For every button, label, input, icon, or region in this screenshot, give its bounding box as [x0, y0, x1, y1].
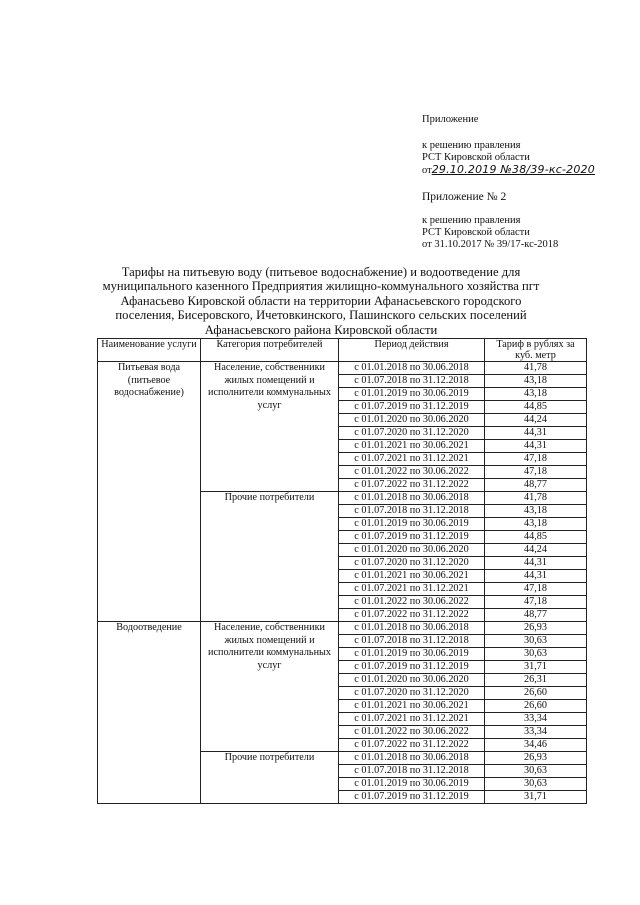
handwritten-decision-number: 29.10.2019 №38/39-кс-2020	[431, 163, 595, 176]
tariff-value-cell: 43,18	[485, 518, 587, 531]
decision-line2: РСТ Кировской области	[422, 152, 530, 163]
period-cell: с 01.07.2020 по 31.12.2020	[339, 687, 485, 700]
period-cell: с 01.07.2020 по 31.12.2020	[339, 427, 485, 440]
reference-line3: от 31.10.2017 № 39/17-кс-2018	[422, 239, 559, 250]
period-cell: с 01.01.2019 по 30.06.2019	[339, 518, 485, 531]
appendix2-header	[422, 191, 506, 203]
tariff-value-cell: 44,31	[485, 440, 587, 453]
tariff-value-cell: 44,85	[485, 531, 587, 544]
tariff-value-cell: 26,31	[485, 674, 587, 687]
title-line: муниципального казенного Предприятия жилищно-коммунального хозяйства пгт	[102, 279, 540, 294]
period-cell: с 01.01.2022 по 30.06.2022	[339, 726, 485, 739]
period-cell: с 01.07.2020 по 31.12.2020	[339, 557, 485, 570]
tariff-value-cell: 44,24	[485, 544, 587, 557]
tariff-value-cell: 44,31	[485, 557, 587, 570]
period-cell: с 01.07.2018 по 31.12.2018	[339, 765, 485, 778]
period-cell: с 01.07.2021 по 31.12.2021	[339, 453, 485, 466]
period-cell: с 01.07.2018 по 31.12.2018	[339, 505, 485, 518]
consumer-category-cell: Прочие потребители	[201, 492, 339, 622]
tariff-value-cell: 30,63	[485, 635, 587, 648]
consumer-category-cell: Прочие потребители	[201, 752, 339, 804]
period-cell: с 01.01.2018 по 30.06.2018	[339, 492, 485, 505]
tariff-value-cell: 26,60	[485, 687, 587, 700]
tariff-value-cell: 26,93	[485, 622, 587, 635]
consumer-category-cell: Население, собственники жилых помещений и исполнители коммунальных услуг	[201, 362, 339, 492]
tariff-value-cell: 44,31	[485, 427, 587, 440]
table-row	[98, 362, 587, 375]
table-header-row	[98, 339, 587, 362]
period-cell: с 01.01.2022 по 30.06.2022	[339, 596, 485, 609]
decision-block	[422, 140, 595, 177]
tariff-value-cell: 48,77	[485, 479, 587, 492]
period-cell: с 01.07.2019 по 31.12.2019	[339, 661, 485, 674]
title-line: Тарифы на питьевую воду (питьевое водоснабжение) и водоотведение для	[121, 265, 521, 279]
period-cell: с 01.07.2021 по 31.12.2021	[339, 583, 485, 596]
reference-block	[422, 215, 558, 251]
period-cell: с 01.01.2020 по 30.06.2020	[339, 544, 485, 557]
reference-line2: РСТ Кировской области	[422, 227, 530, 238]
decision-date-line	[422, 164, 595, 177]
period-cell: с 01.07.2022 по 31.12.2022	[339, 739, 485, 752]
consumer-category-cell: Население, собственники жилых помещений и исполнители коммунальных услуг	[201, 622, 339, 752]
appendix-header	[422, 114, 478, 126]
column-header-category: Категория потребителей	[201, 339, 339, 362]
period-cell: с 01.07.2019 по 31.12.2019	[339, 531, 485, 544]
tariff-value-cell: 30,63	[485, 648, 587, 661]
period-cell: с 01.01.2021 по 30.06.2021	[339, 570, 485, 583]
tariff-value-cell: 44,24	[485, 414, 587, 427]
appendix-label: Приложение	[422, 114, 479, 125]
tariff-value-cell: 44,31	[485, 570, 587, 583]
service-name-cell: Водоотведение	[98, 622, 201, 804]
period-cell: с 01.01.2018 по 30.06.2018	[339, 752, 485, 765]
period-cell: с 01.01.2019 по 30.06.2019	[339, 778, 485, 791]
tariff-value-cell: 26,93	[485, 752, 587, 765]
tariff-value-cell: 43,18	[485, 505, 587, 518]
period-cell: с 01.07.2019 по 31.12.2019	[339, 791, 485, 804]
decision-line1: к решению правления	[422, 140, 521, 151]
period-cell: с 01.07.2022 по 31.12.2022	[339, 609, 485, 622]
service-name-cell: Питьевая вода (питьевое водоснабжение)	[98, 362, 201, 622]
title-line: поселения, Бисеровского, Ичетовкинского, Пашинского сельских поселений	[115, 308, 527, 323]
tariff-value-cell: 30,63	[485, 765, 587, 778]
tariff-value-cell: 41,78	[485, 492, 587, 505]
period-cell: с 01.01.2018 по 30.06.2018	[339, 622, 485, 635]
period-cell: с 01.01.2020 по 30.06.2020	[339, 414, 485, 427]
tariff-value-cell: 31,71	[485, 661, 587, 674]
tariff-value-cell: 47,18	[485, 453, 587, 466]
period-cell: с 01.01.2020 по 30.06.2020	[339, 674, 485, 687]
decision-prefix: от	[422, 165, 432, 176]
title-line: Афанасьевского района Кировской области	[204, 322, 438, 337]
column-header-period: Период действия	[339, 339, 485, 362]
tariff-value-cell: 43,18	[485, 375, 587, 388]
period-cell: с 01.07.2018 по 31.12.2018	[339, 375, 485, 388]
tariff-value-cell: 47,18	[485, 466, 587, 479]
period-cell: с 01.07.2019 по 31.12.2019	[339, 401, 485, 414]
column-header-tariff: Тариф в рублях за куб. метр	[485, 339, 587, 362]
tariff-value-cell: 34,46	[485, 739, 587, 752]
reference-line1: к решению правления	[422, 215, 521, 226]
period-cell: с 01.07.2021 по 31.12.2021	[339, 713, 485, 726]
tariff-value-cell: 44,85	[485, 401, 587, 414]
table-row	[98, 622, 587, 635]
tariff-value-cell: 41,78	[485, 362, 587, 375]
tariff-value-cell: 30,63	[485, 778, 587, 791]
tariff-value-cell: 43,18	[485, 388, 587, 401]
tariff-value-cell: 33,34	[485, 713, 587, 726]
appendix2-label: Приложение № 2	[422, 191, 507, 203]
period-cell: с 01.01.2019 по 30.06.2019	[339, 648, 485, 661]
tariff-value-cell: 47,18	[485, 596, 587, 609]
period-cell: с 01.01.2019 по 30.06.2019	[339, 388, 485, 401]
period-cell: с 01.01.2022 по 30.06.2022	[339, 466, 485, 479]
period-cell: с 01.07.2022 по 31.12.2022	[339, 479, 485, 492]
tariff-value-cell: 48,77	[485, 609, 587, 622]
period-cell: с 01.01.2021 по 30.06.2021	[339, 700, 485, 713]
tariff-value-cell: 26,60	[485, 700, 587, 713]
period-cell: с 01.07.2018 по 31.12.2018	[339, 635, 485, 648]
tariff-value-cell: 31,71	[485, 791, 587, 804]
column-header-service: Наименование услуги	[98, 339, 201, 362]
tariff-value-cell: 33,34	[485, 726, 587, 739]
tariff-table	[97, 338, 587, 804]
period-cell: с 01.01.2018 по 30.06.2018	[339, 362, 485, 375]
period-cell: с 01.01.2021 по 30.06.2021	[339, 440, 485, 453]
tariff-value-cell: 47,18	[485, 583, 587, 596]
document-title	[96, 265, 546, 337]
tariff-table-body	[98, 362, 587, 804]
title-line: Афанасьево Кировской области на территории Афанасьевского городского	[120, 293, 522, 308]
